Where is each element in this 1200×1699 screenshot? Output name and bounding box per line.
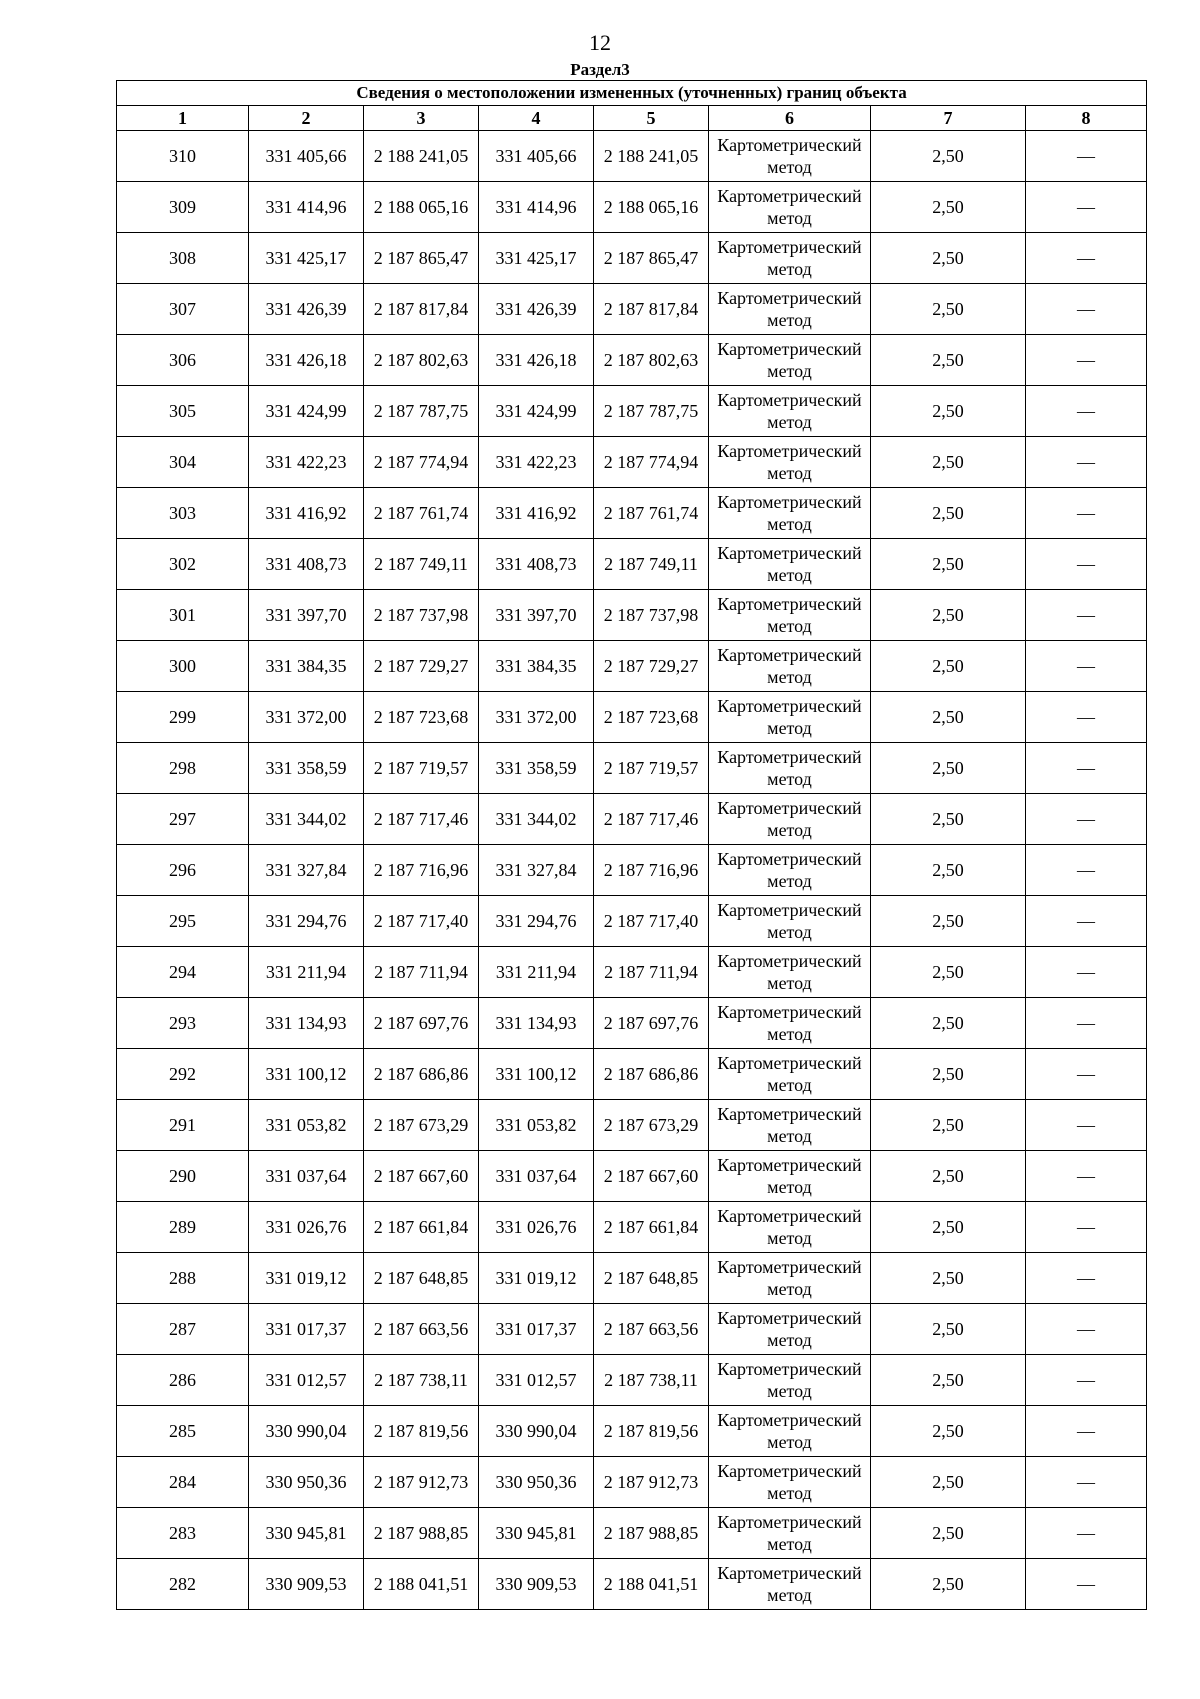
y-coordinate-new-cell: 2 187 673,29	[594, 1100, 709, 1151]
y-coordinate-new-cell: 2 188 041,51	[594, 1559, 709, 1610]
table-row	[117, 845, 1147, 896]
note-cell: —	[1026, 437, 1147, 488]
point-number-cell: 294	[117, 947, 249, 998]
table-row	[117, 335, 1147, 386]
table-row	[117, 692, 1147, 743]
table-row	[117, 182, 1147, 233]
point-number-cell: 285	[117, 1406, 249, 1457]
note-cell: —	[1026, 233, 1147, 284]
y-coordinate-new-cell: 2 187 738,11	[594, 1355, 709, 1406]
x-coordinate-new-cell: 330 990,04	[479, 1406, 594, 1457]
table-row	[117, 1049, 1147, 1100]
note-cell: —	[1026, 131, 1147, 182]
y-coordinate-cell: 2 187 719,57	[364, 743, 479, 794]
method-cell: Картометрический метод	[709, 335, 871, 386]
accuracy-cell: 2,50	[871, 284, 1026, 335]
y-coordinate-new-cell: 2 187 761,74	[594, 488, 709, 539]
table-row	[117, 590, 1147, 641]
method-cell: Картометрический метод	[709, 1151, 871, 1202]
note-cell: —	[1026, 488, 1147, 539]
x-coordinate-new-cell: 331 037,64	[479, 1151, 594, 1202]
y-coordinate-new-cell: 2 188 065,16	[594, 182, 709, 233]
y-coordinate-cell: 2 187 717,40	[364, 896, 479, 947]
x-coordinate-cell: 331 211,94	[249, 947, 364, 998]
table-row	[117, 1457, 1147, 1508]
x-coordinate-new-cell: 331 408,73	[479, 539, 594, 590]
column-number: 3	[364, 106, 479, 131]
method-cell: Картометрический метод	[709, 896, 871, 947]
y-coordinate-new-cell: 2 187 723,68	[594, 692, 709, 743]
point-number-cell: 308	[117, 233, 249, 284]
note-cell: —	[1026, 743, 1147, 794]
table-row	[117, 896, 1147, 947]
note-cell: —	[1026, 539, 1147, 590]
point-number-cell: 286	[117, 1355, 249, 1406]
x-coordinate-new-cell: 331 414,96	[479, 182, 594, 233]
y-coordinate-cell: 2 187 667,60	[364, 1151, 479, 1202]
method-cell: Картометрический метод	[709, 1559, 871, 1610]
accuracy-cell: 2,50	[871, 488, 1026, 539]
x-coordinate-cell: 331 017,37	[249, 1304, 364, 1355]
y-coordinate-cell: 2 187 761,74	[364, 488, 479, 539]
point-number-cell: 307	[117, 284, 249, 335]
y-coordinate-new-cell: 2 187 711,94	[594, 947, 709, 998]
table-row	[117, 998, 1147, 1049]
column-number: 7	[871, 106, 1026, 131]
point-number-cell: 305	[117, 386, 249, 437]
accuracy-cell: 2,50	[871, 1355, 1026, 1406]
x-coordinate-new-cell: 331 134,93	[479, 998, 594, 1049]
x-coordinate-new-cell: 331 012,57	[479, 1355, 594, 1406]
x-coordinate-new-cell: 330 909,53	[479, 1559, 594, 1610]
x-coordinate-new-cell: 331 425,17	[479, 233, 594, 284]
method-cell: Картометрический метод	[709, 1304, 871, 1355]
x-coordinate-new-cell: 331 327,84	[479, 845, 594, 896]
page-number: 12	[589, 30, 611, 55]
method-cell: Картометрический метод	[709, 590, 871, 641]
x-coordinate-cell: 331 408,73	[249, 539, 364, 590]
y-coordinate-new-cell: 2 187 802,63	[594, 335, 709, 386]
x-coordinate-cell: 331 019,12	[249, 1253, 364, 1304]
note-cell: —	[1026, 335, 1147, 386]
y-coordinate-cell: 2 187 819,56	[364, 1406, 479, 1457]
note-cell: —	[1026, 284, 1147, 335]
x-coordinate-new-cell: 331 211,94	[479, 947, 594, 998]
note-cell: —	[1026, 794, 1147, 845]
method-cell: Картометрический метод	[709, 743, 871, 794]
x-coordinate-cell: 331 358,59	[249, 743, 364, 794]
method-cell: Картометрический метод	[709, 947, 871, 998]
accuracy-cell: 2,50	[871, 1457, 1026, 1508]
column-number: 2	[249, 106, 364, 131]
y-coordinate-cell: 2 188 065,16	[364, 182, 479, 233]
column-number-row	[117, 106, 1147, 131]
accuracy-cell: 2,50	[871, 1049, 1026, 1100]
point-number-cell: 310	[117, 131, 249, 182]
accuracy-cell: 2,50	[871, 845, 1026, 896]
y-coordinate-cell: 2 187 717,46	[364, 794, 479, 845]
point-number-cell: 304	[117, 437, 249, 488]
note-cell: —	[1026, 1202, 1147, 1253]
x-coordinate-cell: 331 134,93	[249, 998, 364, 1049]
method-cell: Картометрический метод	[709, 1508, 871, 1559]
note-cell: —	[1026, 896, 1147, 947]
x-coordinate-new-cell: 330 950,36	[479, 1457, 594, 1508]
x-coordinate-cell: 330 909,53	[249, 1559, 364, 1610]
note-cell: —	[1026, 1508, 1147, 1559]
x-coordinate-new-cell: 331 424,99	[479, 386, 594, 437]
accuracy-cell: 2,50	[871, 794, 1026, 845]
x-coordinate-cell: 331 424,99	[249, 386, 364, 437]
point-number-cell: 289	[117, 1202, 249, 1253]
table-row	[117, 1253, 1147, 1304]
method-cell: Картометрический метод	[709, 182, 871, 233]
table-row	[117, 794, 1147, 845]
x-coordinate-new-cell: 330 945,81	[479, 1508, 594, 1559]
y-coordinate-cell: 2 187 737,98	[364, 590, 479, 641]
point-number-cell: 299	[117, 692, 249, 743]
method-cell: Картометрический метод	[709, 641, 871, 692]
table-row	[117, 641, 1147, 692]
accuracy-cell: 2,50	[871, 947, 1026, 998]
column-number: 4	[479, 106, 594, 131]
y-coordinate-new-cell: 2 187 717,40	[594, 896, 709, 947]
note-cell: —	[1026, 1253, 1147, 1304]
x-coordinate-new-cell: 331 100,12	[479, 1049, 594, 1100]
table-row	[117, 1100, 1147, 1151]
y-coordinate-cell: 2 187 686,86	[364, 1049, 479, 1100]
point-number-cell: 300	[117, 641, 249, 692]
note-cell: —	[1026, 182, 1147, 233]
y-coordinate-new-cell: 2 187 912,73	[594, 1457, 709, 1508]
method-cell: Картометрический метод	[709, 1202, 871, 1253]
x-coordinate-new-cell: 331 397,70	[479, 590, 594, 641]
point-number-cell: 291	[117, 1100, 249, 1151]
accuracy-cell: 2,50	[871, 1508, 1026, 1559]
y-coordinate-cell: 2 188 241,05	[364, 131, 479, 182]
y-coordinate-new-cell: 2 187 865,47	[594, 233, 709, 284]
y-coordinate-new-cell: 2 187 819,56	[594, 1406, 709, 1457]
y-coordinate-cell: 2 187 988,85	[364, 1508, 479, 1559]
note-cell: —	[1026, 641, 1147, 692]
column-number: 1	[117, 106, 249, 131]
x-coordinate-new-cell: 331 019,12	[479, 1253, 594, 1304]
x-coordinate-cell: 331 100,12	[249, 1049, 364, 1100]
note-cell: —	[1026, 590, 1147, 641]
x-coordinate-cell: 331 397,70	[249, 590, 364, 641]
note-cell: —	[1026, 1406, 1147, 1457]
method-cell: Картометрический метод	[709, 1100, 871, 1151]
method-cell: Картометрический метод	[709, 998, 871, 1049]
y-coordinate-cell: 2 187 912,73	[364, 1457, 479, 1508]
accuracy-cell: 2,50	[871, 1304, 1026, 1355]
x-coordinate-cell: 331 426,18	[249, 335, 364, 386]
method-cell: Картометрический метод	[709, 1049, 871, 1100]
boundary-table	[116, 80, 1147, 1610]
x-coordinate-new-cell: 331 384,35	[479, 641, 594, 692]
x-coordinate-cell: 331 416,92	[249, 488, 364, 539]
note-cell: —	[1026, 1049, 1147, 1100]
table-body	[117, 131, 1147, 1610]
y-coordinate-cell: 2 187 697,76	[364, 998, 479, 1049]
point-number-cell: 287	[117, 1304, 249, 1355]
table-row	[117, 947, 1147, 998]
y-coordinate-new-cell: 2 187 661,84	[594, 1202, 709, 1253]
column-number: 5	[594, 106, 709, 131]
x-coordinate-new-cell: 331 416,92	[479, 488, 594, 539]
y-coordinate-cell: 2 187 711,94	[364, 947, 479, 998]
accuracy-cell: 2,50	[871, 386, 1026, 437]
y-coordinate-new-cell: 2 187 749,11	[594, 539, 709, 590]
y-coordinate-new-cell: 2 187 716,96	[594, 845, 709, 896]
y-coordinate-new-cell: 2 187 717,46	[594, 794, 709, 845]
method-cell: Картометрический метод	[709, 1406, 871, 1457]
table-row	[117, 437, 1147, 488]
x-coordinate-cell: 330 950,36	[249, 1457, 364, 1508]
point-number-cell: 284	[117, 1457, 249, 1508]
method-cell: Картометрический метод	[709, 131, 871, 182]
x-coordinate-cell: 330 990,04	[249, 1406, 364, 1457]
method-cell: Картометрический метод	[709, 845, 871, 896]
table-row	[117, 1304, 1147, 1355]
method-cell: Картометрический метод	[709, 1355, 871, 1406]
note-cell: —	[1026, 692, 1147, 743]
x-coordinate-new-cell: 331 294,76	[479, 896, 594, 947]
y-coordinate-cell: 2 187 817,84	[364, 284, 479, 335]
note-cell: —	[1026, 947, 1147, 998]
x-coordinate-new-cell: 331 405,66	[479, 131, 594, 182]
x-coordinate-cell: 331 026,76	[249, 1202, 364, 1253]
method-cell: Картометрический метод	[709, 1253, 871, 1304]
table-row	[117, 1355, 1147, 1406]
accuracy-cell: 2,50	[871, 1559, 1026, 1610]
note-cell: —	[1026, 1457, 1147, 1508]
method-cell: Картометрический метод	[709, 488, 871, 539]
x-coordinate-cell: 331 426,39	[249, 284, 364, 335]
table-row	[117, 386, 1147, 437]
column-number: 6	[709, 106, 871, 131]
note-cell: —	[1026, 1304, 1147, 1355]
y-coordinate-new-cell: 2 187 729,27	[594, 641, 709, 692]
x-coordinate-new-cell: 331 026,76	[479, 1202, 594, 1253]
y-coordinate-cell: 2 187 738,11	[364, 1355, 479, 1406]
accuracy-cell: 2,50	[871, 182, 1026, 233]
point-number-cell: 309	[117, 182, 249, 233]
y-coordinate-cell: 2 187 802,63	[364, 335, 479, 386]
point-number-cell: 288	[117, 1253, 249, 1304]
y-coordinate-new-cell: 2 187 988,85	[594, 1508, 709, 1559]
note-cell: —	[1026, 1100, 1147, 1151]
table-row	[117, 1151, 1147, 1202]
x-coordinate-cell: 331 372,00	[249, 692, 364, 743]
method-cell: Картометрический метод	[709, 1457, 871, 1508]
accuracy-cell: 2,50	[871, 131, 1026, 182]
x-coordinate-cell: 331 327,84	[249, 845, 364, 896]
method-cell: Картометрический метод	[709, 692, 871, 743]
x-coordinate-cell: 331 414,96	[249, 182, 364, 233]
y-coordinate-cell: 2 187 865,47	[364, 233, 479, 284]
x-coordinate-cell: 331 294,76	[249, 896, 364, 947]
accuracy-cell: 2,50	[871, 1151, 1026, 1202]
point-number-cell: 297	[117, 794, 249, 845]
table-row	[117, 131, 1147, 182]
point-number-cell: 303	[117, 488, 249, 539]
y-coordinate-cell: 2 187 663,56	[364, 1304, 479, 1355]
point-number-cell: 295	[117, 896, 249, 947]
y-coordinate-new-cell: 2 187 648,85	[594, 1253, 709, 1304]
y-coordinate-cell: 2 187 661,84	[364, 1202, 479, 1253]
x-coordinate-new-cell: 331 426,18	[479, 335, 594, 386]
y-coordinate-cell: 2 187 729,27	[364, 641, 479, 692]
x-coordinate-cell: 331 422,23	[249, 437, 364, 488]
x-coordinate-cell: 331 037,64	[249, 1151, 364, 1202]
method-cell: Картометрический метод	[709, 539, 871, 590]
note-cell: —	[1026, 845, 1147, 896]
accuracy-cell: 2,50	[871, 998, 1026, 1049]
x-coordinate-new-cell: 331 344,02	[479, 794, 594, 845]
x-coordinate-cell: 331 053,82	[249, 1100, 364, 1151]
accuracy-cell: 2,50	[871, 233, 1026, 284]
accuracy-cell: 2,50	[871, 641, 1026, 692]
table-row	[117, 1406, 1147, 1457]
accuracy-cell: 2,50	[871, 539, 1026, 590]
y-coordinate-cell: 2 187 774,94	[364, 437, 479, 488]
y-coordinate-new-cell: 2 187 774,94	[594, 437, 709, 488]
x-coordinate-cell: 331 405,66	[249, 131, 364, 182]
y-coordinate-new-cell: 2 187 737,98	[594, 590, 709, 641]
table-row	[117, 1508, 1147, 1559]
point-number-cell: 301	[117, 590, 249, 641]
point-number-cell: 302	[117, 539, 249, 590]
method-cell: Картометрический метод	[709, 386, 871, 437]
accuracy-cell: 2,50	[871, 437, 1026, 488]
y-coordinate-new-cell: 2 187 719,57	[594, 743, 709, 794]
method-cell: Картометрический метод	[709, 437, 871, 488]
accuracy-cell: 2,50	[871, 1406, 1026, 1457]
point-number-cell: 293	[117, 998, 249, 1049]
point-number-cell: 298	[117, 743, 249, 794]
section-title: Раздел3	[570, 60, 630, 79]
y-coordinate-new-cell: 2 187 663,56	[594, 1304, 709, 1355]
point-number-cell: 296	[117, 845, 249, 896]
y-coordinate-new-cell: 2 187 817,84	[594, 284, 709, 335]
x-coordinate-new-cell: 331 017,37	[479, 1304, 594, 1355]
x-coordinate-cell: 331 012,57	[249, 1355, 364, 1406]
x-coordinate-new-cell: 331 426,39	[479, 284, 594, 335]
table-row	[117, 1559, 1147, 1610]
method-cell: Картометрический метод	[709, 794, 871, 845]
note-cell: —	[1026, 1355, 1147, 1406]
y-coordinate-cell: 2 187 749,11	[364, 539, 479, 590]
y-coordinate-cell: 2 187 673,29	[364, 1100, 479, 1151]
x-coordinate-cell: 331 384,35	[249, 641, 364, 692]
accuracy-cell: 2,50	[871, 743, 1026, 794]
y-coordinate-new-cell: 2 188 241,05	[594, 131, 709, 182]
accuracy-cell: 2,50	[871, 896, 1026, 947]
x-coordinate-cell: 330 945,81	[249, 1508, 364, 1559]
point-number-cell: 290	[117, 1151, 249, 1202]
y-coordinate-cell: 2 187 648,85	[364, 1253, 479, 1304]
accuracy-cell: 2,50	[871, 692, 1026, 743]
note-cell: —	[1026, 998, 1147, 1049]
x-coordinate-new-cell: 331 422,23	[479, 437, 594, 488]
table-row	[117, 233, 1147, 284]
accuracy-cell: 2,50	[871, 335, 1026, 386]
accuracy-cell: 2,50	[871, 1100, 1026, 1151]
y-coordinate-new-cell: 2 187 667,60	[594, 1151, 709, 1202]
point-number-cell: 283	[117, 1508, 249, 1559]
point-number-cell: 292	[117, 1049, 249, 1100]
method-cell: Картометрический метод	[709, 233, 871, 284]
note-cell: —	[1026, 386, 1147, 437]
y-coordinate-cell: 2 187 716,96	[364, 845, 479, 896]
y-coordinate-new-cell: 2 187 686,86	[594, 1049, 709, 1100]
table-row	[117, 539, 1147, 590]
y-coordinate-cell: 2 187 723,68	[364, 692, 479, 743]
x-coordinate-new-cell: 331 358,59	[479, 743, 594, 794]
table-row	[117, 1202, 1147, 1253]
note-cell: —	[1026, 1559, 1147, 1610]
y-coordinate-new-cell: 2 187 697,76	[594, 998, 709, 1049]
y-coordinate-cell: 2 187 787,75	[364, 386, 479, 437]
table-row	[117, 743, 1147, 794]
point-number-cell: 306	[117, 335, 249, 386]
x-coordinate-new-cell: 331 372,00	[479, 692, 594, 743]
table-row	[117, 284, 1147, 335]
point-number-cell: 282	[117, 1559, 249, 1610]
table-row	[117, 488, 1147, 539]
table-caption: Сведения о местоположении измененных (уточненных) границ объекта	[117, 81, 1147, 106]
note-cell: —	[1026, 1151, 1147, 1202]
x-coordinate-cell: 331 344,02	[249, 794, 364, 845]
method-cell: Картометрический метод	[709, 284, 871, 335]
x-coordinate-cell: 331 425,17	[249, 233, 364, 284]
accuracy-cell: 2,50	[871, 1253, 1026, 1304]
column-number: 8	[1026, 106, 1147, 131]
accuracy-cell: 2,50	[871, 590, 1026, 641]
accuracy-cell: 2,50	[871, 1202, 1026, 1253]
y-coordinate-cell: 2 188 041,51	[364, 1559, 479, 1610]
x-coordinate-new-cell: 331 053,82	[479, 1100, 594, 1151]
y-coordinate-new-cell: 2 187 787,75	[594, 386, 709, 437]
